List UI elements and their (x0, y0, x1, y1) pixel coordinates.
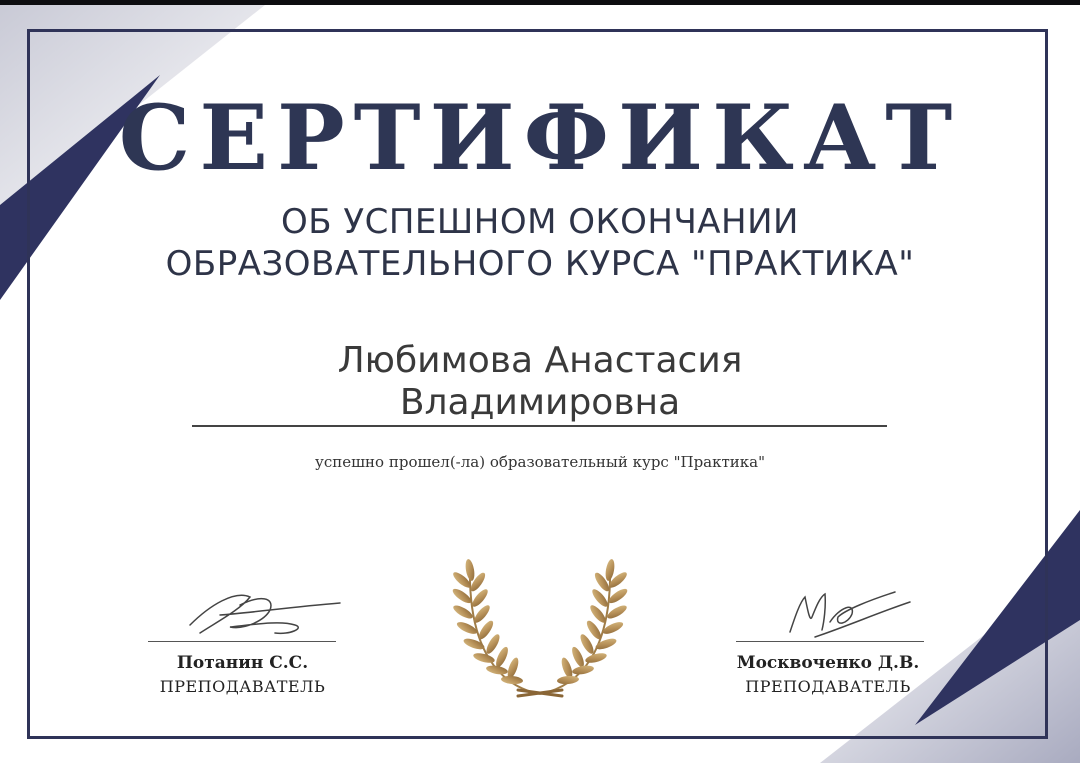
recipient-underline (192, 425, 887, 427)
left-signatory-role: ПРЕПОДАВАТЕЛЬ (159, 677, 326, 696)
certificate-title: СЕРТИФИКАТ (118, 85, 962, 191)
laurel-wreath-icon (440, 556, 640, 706)
recipient-name-line-1: Любимова Анастасия (337, 340, 743, 381)
right-signatory-role: ПРЕПОДАВАТЕЛЬ (745, 677, 911, 696)
right-signature (760, 582, 930, 644)
certificate-subtitle (0, 201, 1080, 285)
recipient-name-line-2: Владимировна (399, 382, 681, 423)
left-signature-line (148, 641, 336, 642)
right-signatory-name: Москвоченко Д.В. (736, 653, 920, 673)
course-completion-text: успешно прошел(-ла) образовательный курс "Практика" (315, 453, 765, 471)
subtitle-line-2: ОБРАЗОВАТЕЛЬНОГО КУРСА "ПРАКТИКА" (165, 244, 915, 284)
left-signatory-name: Потанин С.С. (176, 653, 309, 673)
recipient-name (0, 340, 1080, 424)
subtitle-line-1: ОБ УСПЕШНОМ ОКОНЧАНИИ (281, 202, 799, 242)
left-signature (180, 585, 350, 640)
right-signature-line (736, 641, 924, 642)
